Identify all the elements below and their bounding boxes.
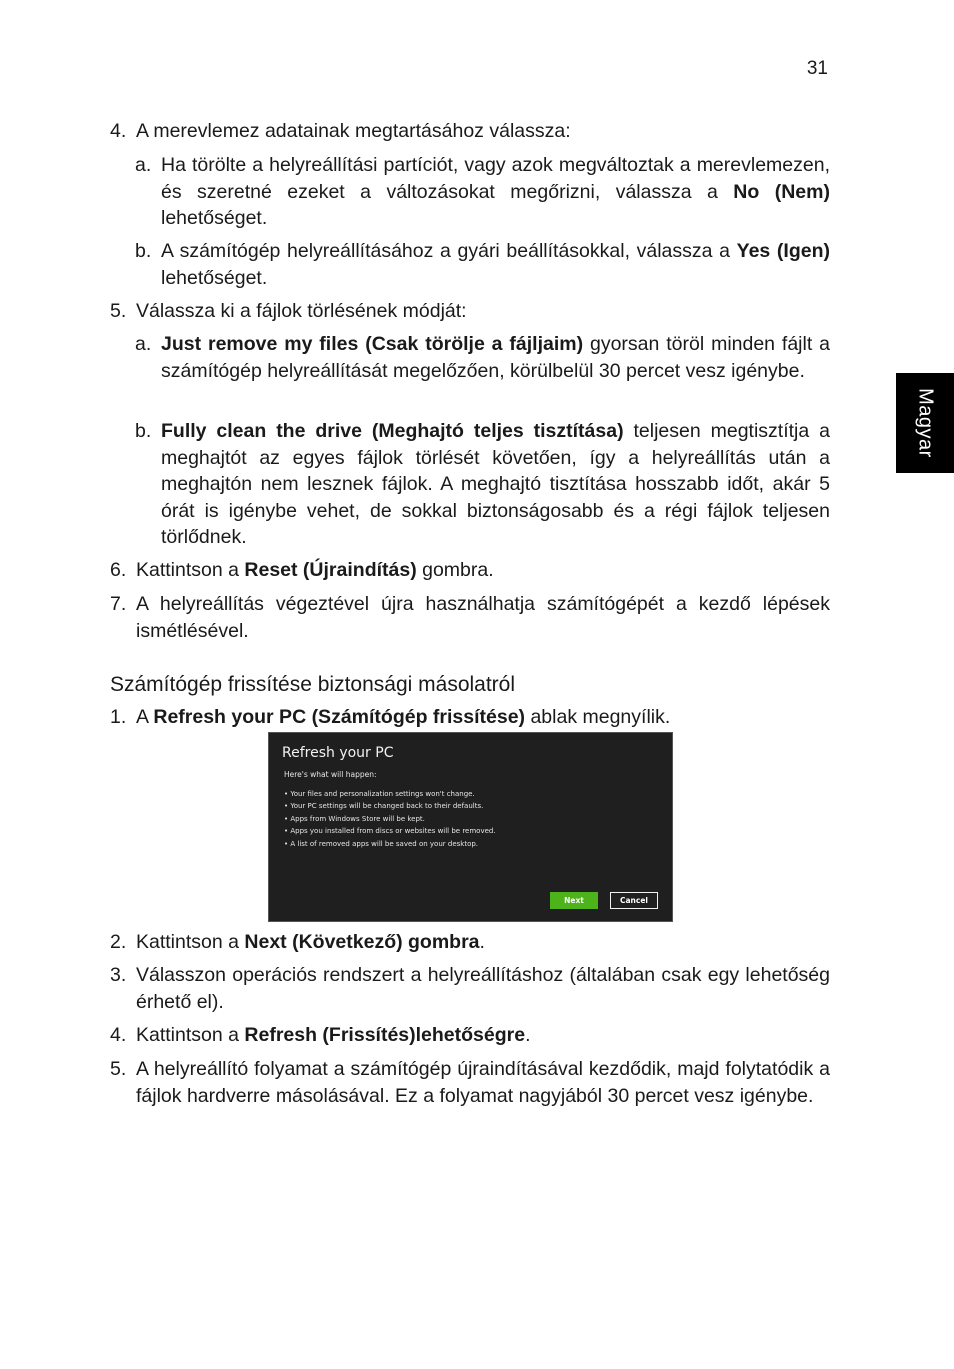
item-text: A helyreállítás végeztével újra használhatja számítógépét a kezdő lépések ismétlésével. xyxy=(136,593,830,642)
refresh-step-2 xyxy=(110,929,830,956)
item-number: 1. xyxy=(110,706,127,728)
page-number: 31 xyxy=(806,58,828,79)
item-letter: b. xyxy=(135,240,152,262)
item-text: A számítógép helyreállításához a gyári beállításokkal, válassza a Yes (Igen) lehetőséget. xyxy=(161,240,830,289)
dialog-bullet: • Your PC settings will be changed back to their defaults. xyxy=(284,800,496,812)
item-text: Fully clean the drive (Meghajtó teljes tisztítása) teljesen megtisztítja a meghajtót az egyes fájlok törlését követően, így a helyreállítás után a meghajtón nem lesznek fájlok. A meghajtó tisztítása hosszabb időt, akár 5 órát is igénybe vehet, de sokkal biztonságosabb és a régi fájlok teljesen törlődnek. xyxy=(161,420,830,548)
refresh-step-3 xyxy=(110,962,830,1015)
item-text: Válasszon operációs rendszert a helyreállításhoz (általában csak egy lehetőség érhető el). xyxy=(136,964,830,1013)
dialog-bullet-list xyxy=(284,788,496,850)
list-item-5a xyxy=(135,331,830,384)
item-letter: a. xyxy=(135,333,152,355)
item-number: 5. xyxy=(110,300,127,322)
item-text: A helyreállító folyamat a számítógép újraindításával kezdődik, majd folytatódik a fájlok hardverre másolásával. Ez a folyamat nagyjából 30 percet vesz igénybe. xyxy=(136,1058,830,1107)
language-side-tab-label: Magyar xyxy=(914,388,937,458)
refresh-step-1 xyxy=(110,704,830,731)
list-item-4a xyxy=(135,152,830,232)
refresh-your-pc-screenshot xyxy=(268,732,673,922)
item-text: A Refresh your PC (Számítógép frissítése) ablak megnyílik. xyxy=(136,706,671,728)
list-item-4b xyxy=(135,238,830,291)
item-number: 5. xyxy=(110,1058,127,1080)
dialog-bullet: • Apps you installed from discs or websites will be removed. xyxy=(284,825,496,837)
item-number: 4. xyxy=(110,1024,127,1046)
section-heading: Számítógép frissítése biztonsági másolatról xyxy=(110,673,516,696)
item-text: Válassza ki a fájlok törlésének módját: xyxy=(136,300,467,322)
language-side-tab xyxy=(896,373,954,473)
item-number: 4. xyxy=(110,120,127,142)
list-item-5 xyxy=(110,298,830,325)
item-text: Kattintson a Next (Következő) gombra. xyxy=(136,931,485,953)
item-letter: b. xyxy=(135,420,152,442)
item-number: 3. xyxy=(110,964,127,986)
item-text: Just remove my files (Csak törölje a fájljaim) gyorsan töröl minden fájlt a számítógép helyreállítását megelőzően, körülbelül 30 percet vesz igénybe. xyxy=(161,333,830,382)
cancel-button[interactable]: Cancel xyxy=(610,892,658,909)
list-item-6 xyxy=(110,557,830,584)
item-text: Ha törölte a helyreállítási partíciót, vagy azok megváltoztak a merevlemezen, és szeretné ezeket a változásokat megőrizni, válassza a No (Nem) lehetőséget. xyxy=(161,154,830,229)
refresh-step-4 xyxy=(110,1022,830,1049)
refresh-step-5 xyxy=(110,1056,830,1109)
item-text: Kattintson a Refresh (Frissítés)lehetőségre. xyxy=(136,1024,531,1046)
item-letter: a. xyxy=(135,154,152,176)
dialog-bullet: • Apps from Windows Store will be kept. xyxy=(284,813,496,825)
next-button[interactable]: Next xyxy=(550,892,598,909)
dialog-bullet: • Your files and personalization settings won't change. xyxy=(284,788,496,800)
item-text: A merevlemez adatainak megtartásához válassza: xyxy=(136,120,571,142)
list-item-5b xyxy=(135,418,830,551)
item-text: Kattintson a Reset (Újraindítás) gombra. xyxy=(136,559,494,581)
item-number: 7. xyxy=(110,593,127,615)
list-item-7 xyxy=(110,591,830,644)
dialog-title: Refresh your PC xyxy=(282,745,394,761)
item-number: 2. xyxy=(110,931,127,953)
dialog-bullet: • A list of removed apps will be saved on your desktop. xyxy=(284,838,496,850)
list-item-4 xyxy=(110,118,830,145)
item-number: 6. xyxy=(110,559,127,581)
dialog-intro: Here's what will happen: xyxy=(284,770,377,779)
